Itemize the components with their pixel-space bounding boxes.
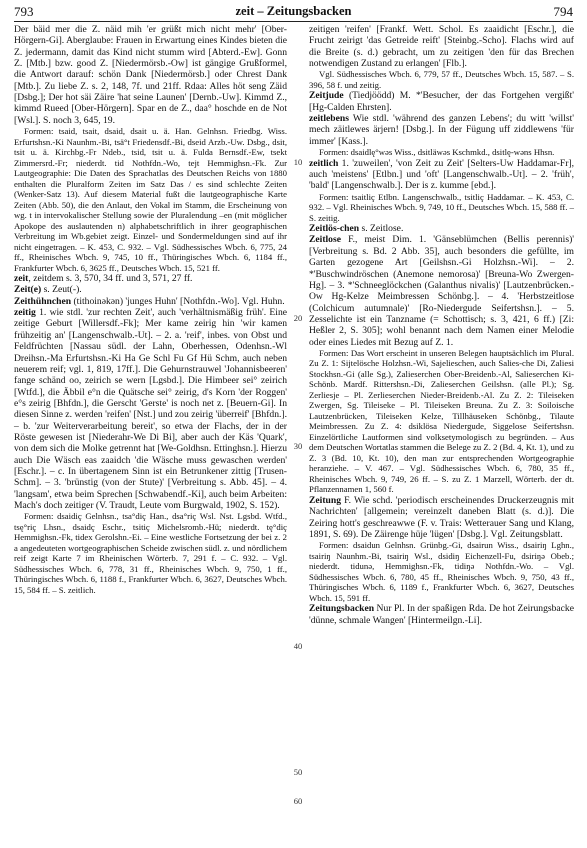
dictionary-entry <box>14 273 287 284</box>
entry-headword: zeitlich <box>309 157 339 169</box>
dictionary-entry <box>14 284 287 295</box>
line-number: 40 <box>293 641 303 651</box>
entry-headword: Zeitlose <box>309 234 341 246</box>
dictionary-entry <box>309 223 574 234</box>
entry-body: , zeitdem s. 3, 570, 34 ff. und 3, 571, 27 ff. <box>28 273 193 285</box>
entry-body: Wie stdl. 'während des ganzen Lebens'; du witt 'willst' mech zäitlewes ärjern! [Dsbg.]. In der Fügung uff ziddlewens 'für immer' [Kass.]. <box>309 113 574 147</box>
dictionary-entry <box>14 296 287 307</box>
dictionary-entry <box>309 495 574 540</box>
dictionary-entry <box>309 603 574 626</box>
line-number: 60 <box>293 796 303 806</box>
entry-body: 1. 'zuweilen', 'von Zeit zu Zeit' [Selters-Uw Haddamar-Fr], auch 'meistens' [Etlbn.] und 'oft' [Langenschwalb.-Ut]. – 2. 'früh', 'bald' [Langenschwalb.]. Der is z. kumme [ebd.]. <box>309 157 574 192</box>
entry-body: s. Zeitlose. <box>359 223 404 235</box>
entry-body: (Tiedjöödd) M. *'Besucher, der das Fortgehen vergißt' [Hg-Calden Ehrsten]. <box>309 90 574 113</box>
left-column <box>14 24 287 595</box>
running-title: zeit – Zeitungsbacken <box>235 4 352 18</box>
entry-body: 1. wie stdl. 'zur rechten Zeit', auch 'verhältnismäßig früh'. Eine zeitige Geburt [Willersdf.-Fk]; Mer kame zeirig hin 'wir kamen frühzeitig an' [Langenschwalb.-Ut]. – 2. a. 'reif', inbes. von Obst und Feldfrüchten [Nassau südl. der Lahn, Oberhessen, Odenhsn.-Wl Dreihsn.-Ma Erfurtshsn.-Ki Ha Ge Schl Fu Gf Hü Schm, auch neben neuerem reif; vgl. 1, 819, 17ff.]. Die Gehurnstrauwel 'Johannisbeeren' fange schänd oo, zeirich se wern [Lgsbd.]. Die Himbeer sei° zeirich [Wtfd.], die Äbbil e°n die Quätsche sei° zeirig, d's Korn 'der Roggen' e°s zeirig [Bhfdn.], die Gerscht 'Gerste' is noch net z. [Beuern-Gi]. In diesen Sinne z. werden 'reifen' [Nst.] und zou zeirig 'überreif' [Bhfdn.]. – b. 'zur Weiterverarbeitung bereit', so etwa der Flachs, der in der Röste gewesen ist [Niederahr-We Di Bi], aber auch der Käs 'Quark', von dem sich die Molke getrennt hat [We-Goldhsn. Ettinghsn.]. Hierzu auch Die Wäsch eas zaaidch 'die Wäsche muss gewaschen werden' [Eschr.]. – c. In übertagenem Sinn ist ein Betrunkener zittig [Trusen-Schm]. – 3. 'brünstig (von der Stute)' [Verbreitung s. Abb. 45]. – 4. 'langsam', etwa beim Sprechen [Schwabendf.-Ki], auch beim Arbeiten: Mach's doch zeitiger (V. Traudt, Leute vom Burgwald, 1902, S. 152). <box>14 307 287 511</box>
dictionary-entry <box>14 307 287 511</box>
entry-headword: zeitig <box>14 307 36 319</box>
forms-paragraph: Vgl. Südhessisches Wbch. 6, 779, 57 ff., Deutsches Wbch. 15, 587. – S. 396, 58 f. und zeitig. <box>309 69 574 90</box>
forms-paragraph: Formen: tsaid, tsait, dsaid, dsait u. ä. Han. Gelnhsn. Friedbg. Wiss. Erfurtshsn.-Ki Naunhm.-Bi, tsä°t Friedensdf.-Bi, dseid Arzb.-Uw. Dsbg., dsit, tsit u. ä. Kirchbg.-Fr Ndeb., tsid, tsit u. ä. Fulda Bernsdf.-Ew, tsekt Zimmersrd.-Fr; niederdt. tid Nothfdn.-Wo, tejt Hemmighsn.-Fk. Zur Lautgeographie: Die Daten des Sprachatlas des Deutschen Reichs von 1880 enthalten die Pluralform Zeiten im Satz Das / es sind schlechte Zeiten (Wenker-Satz 13). Auf diesem Material fußt die lautgeographische Karte Zeiten (Abb. 50), die den Anlaut, den Vokal im Stamm, die Erscheinung von wg. t in intervokalischer Stellung sowie der Pluralendung –en (mit möglicher Apokope des auslautenden n) alphabetschriftlich in ihrer geographischen Verbreitung im Wb.gebiet zeigt. Einzel- und Sondermeldungen sind auf ihr nicht eingetragen. – K. 453, C. 932. – Vgl. Südhessisches Wbch. 6, 775, 24 ff., Rheinisches Wbch. 9, 745, 10 ff., Thüringisches Wbch. 6, 1184 ff., Frankfurter Wbch. 6, 3625 ff., Deutsches Wbch. 15, 521 ff. <box>14 126 287 273</box>
page-number-left: 793 <box>14 4 34 19</box>
entry-headword: Zeit(e) <box>14 284 42 296</box>
line-number: 30 <box>293 441 303 451</box>
dictionary-entry <box>309 113 574 147</box>
right-column <box>309 24 574 626</box>
entry-body: Nur Pl. In der spaßigen Rda. De hot Zeirungsbacke 'dünne, schmale Wangen' [Hintermeilgn.-Li]. <box>309 603 574 626</box>
entry-body: s. Zeut(-). <box>41 284 82 296</box>
dictionary-entry <box>309 234 574 347</box>
entry-headword: Zeitlös-chen <box>309 223 360 235</box>
entry-continuation: Der bäid mer die Z. näid mih 'er grüßt mich nicht mehr' [Ober-Hörgern-Gi]. Aberglaube: Frauen in Erwartung eines Kindes bieten die Z. jedermann, damit das Kind nicht stumm wird [Abterd.-Ew]. Gonn Z. [Mtb.] bzw. good Z. [Niedermörsb.-Ow] ist gängige Grußformel, die Antwort darauf: schön Dank [Niedermörsb.] oder Chrest Dank [Mtb.]. Zu liebe Z. s. 2, 148, 7f. und 21ff. Rdaa: Alles höt seng Zäid [Dsbg.]; Der hot säi Zäire 'hat seine Launen' [Dernb.-Uw]. Kimmd Z., kimmd Rueed [Ober-Hörgern]. Spar en de Z., daa° hoschde en de Not [Wsl.]. S. noch 3, 645, 19. <box>14 24 287 126</box>
line-number: 10 <box>293 157 303 167</box>
entry-headword: zeitlebens <box>309 113 349 125</box>
entry-body: (tithoinəkən) 'junges Huhn' [Nothfdn.-Wo]. Vgl. Huhn. <box>71 295 285 307</box>
forms-paragraph: Formen: dsaidun Gelnhsn. Grünbg.-Gi, dsairun Wiss., dsairiŋ Lghn., tsairiŋ Naunhm.-Bi, tsairiŋ Wsl., dsidiŋ Eichenzell-Fu, dsiriŋə Obeb.; niederdt. tidunə, Hemmighsn.-Fk, tidiŋə Nothfdn.-Wo. – Vgl. Südhessisches Wbch. 6, 780, 45 ff., Rheinisches Wbch. 9, 750, 43 ff., Thüringisches Wbch. 6, 1189 f., Frankfurter Wbch. 6, 3627, Deutsches Wbch. 15, 591 ff. <box>309 540 574 603</box>
entry-headword: Zeitjude <box>309 90 344 102</box>
entry-continuation: zeitigen 'reifen' [Frankf. Wett. Schol. Es zaaidicht [Eschr.], die Frucht zeirigt 'das Getreide reift' [Steinbg.-Scho]. Flachs wird auf die Breite (s. d.) gebracht, um zu zeitigen 'den für das Brechen notwendigen Zustand zu erlangen' [Flb.]. <box>309 24 574 70</box>
entry-headword: Zeitung <box>309 494 341 506</box>
forms-paragraph: Formen: dsaidiç Gelnhsn., tsa°diç Han., dsa°riç Wsl. Nst. Lgsbd. Wtfd., tsę°riç Lhsn., dsaidç Eschr., tsitiç Michelsromb.-Hü; niederdt. tę°diç Hemmighsn.-Fk, tidex Gerolshn.-Ei. – Eine westliche Fortsetzung der bei z. 2 a angedeuteten wortgeographischen Scheide zwischen südl. z. und nördlichem reif zeigt Karte 7 im Rheinischen Wörterb. 7, 291 f. – C. 932. – Vgl. Südhessisches Wbch. 6, 778, 31 ff., Rheinisches Wbch. 9, 750, 1 ff., Thüringisches Wbch. 6, 1188 f., Frankfurter Wbch. 6, 3627, Deutsches Wbch. 15, 584 ff. – S. zeitlich. <box>14 511 287 595</box>
entry-headword: Zeithühnchen <box>14 295 72 307</box>
entry-headword: zeit <box>14 273 29 285</box>
dictionary-entry <box>309 158 574 192</box>
header-rule <box>14 21 573 22</box>
page-header <box>14 4 573 22</box>
entry-body: F. Wie schd. 'periodisch erscheinendes Druckerzeugnis mit Nachrichten' [allgemein; vereinzelt daneben Blatt (s. d.)]. Die Zeiring hott's geschreawwe (F. v. Trais: Wetterauer Sang und Klang, 1891, S. 69). De Zäirenge hüje 'lügen' [Dsbg.]. Vgl. Zeitungsblatt. <box>309 494 574 540</box>
entry-body: F., meist Dim. 1. 'Gänseblümchen (Bellis perennis)' [Verbreitung s. Bd. 2 Abb. 35], auch besonders die gefüllte, im Garten gezogene Art [Geilshsn.-Gi Holzhsn.-Wi]. – 2. *'Buschwindröschen (Anemone nemorosa)' [Breuna-Wo Zwergen-Hg]. – 3. *'Schneeglöckchen (Galanthus nivalis)' [Lautzenbrücken.-Ow Hg-Kelze Meimbressen Schönbg.]. – 4. 'Herbstzeitlose (Colchicum autumnale)' [Ro-Niedergude Seifertshsn.]. – 5. Zesselichte ist ein Tanzname (= Schottisch; s. 3, 421, 6 ff.) [Zi: Heßler 2, S. 305]; wohl benannt nach dem Namen einer Melodie oder eines Liedes mit Bezug auf Z. 1. <box>309 234 574 348</box>
entry-headword: Zeitungsbacken <box>309 603 375 615</box>
forms-paragraph: Formen: Das Wort erscheint in unseren Belegen hauptsächlich im Plural. Zu Z. 1: Sijtelösche Holzhsn.-Wi, Sajelieschen, auch Salies-che Di, Zaliesi Stockhsn.-Gi (alle Sg.), Zalieserchen Ober-Breidenb.-Al, Salieserchen Ki-Schönb. Mardf. Rittershsn.-Di, Zalieserchen Geilshsn. (alle Pl.); Sg. Zerliesje – Pl. Zerlieserchen Nieder-Breidenb.-Al. Zu Z. 2: Tileiseken Zwergen, Sg. Tileiseke – Pl. Tileiseken Breuna. Zu Z. 3: Soiloische Lautzenbrücken, Tileiseken Kelze, Tillhäuseken Schönbg., Tilaute Meimbressen. Zu Z. 4: dsiklösa Niedergude, Siggelose Seifertshsn. Einzelörtliche Lautformen sind volksetymologisch zu begründen. – Aus dem Deutschen Wortatlas stammen die Belege zu Z. 2 (Bd. 4, Kt. 1), und zu Z. 3 (Bd. 10, Kt. 10), den man zur entsprechenden Wortgeographie heranziehe. – V. 467. – Vgl. Südhessisches Wbch. 6, 780, 35 ff., Rheinisches Wbch. 9, 749, 26 ff. – S. zu Z. 1 Marzell, Wörterb. der dt. Pflanzennamen 1, 560 f. <box>309 347 574 495</box>
page-number-right: 794 <box>553 4 573 19</box>
line-number: 20 <box>293 313 303 323</box>
forms-paragraph: Formen: dsaidlę°wəs Wiss., dsitläwəs Kschmkd., dsitlę-wəns Hhsn. <box>319 147 555 158</box>
dictionary-entry <box>309 90 574 113</box>
line-number: 50 <box>293 767 303 777</box>
forms-paragraph: Formen: tsaitliç Etlbn. Langenschwalb., tsitliç Haddamar. – K. 453, C. 932. – Vgl. Rheinisches Wbch. 9, 749, 10 ff., Deutsches Wbch. 15, 588 ff. – S. zeitig. <box>309 191 574 223</box>
